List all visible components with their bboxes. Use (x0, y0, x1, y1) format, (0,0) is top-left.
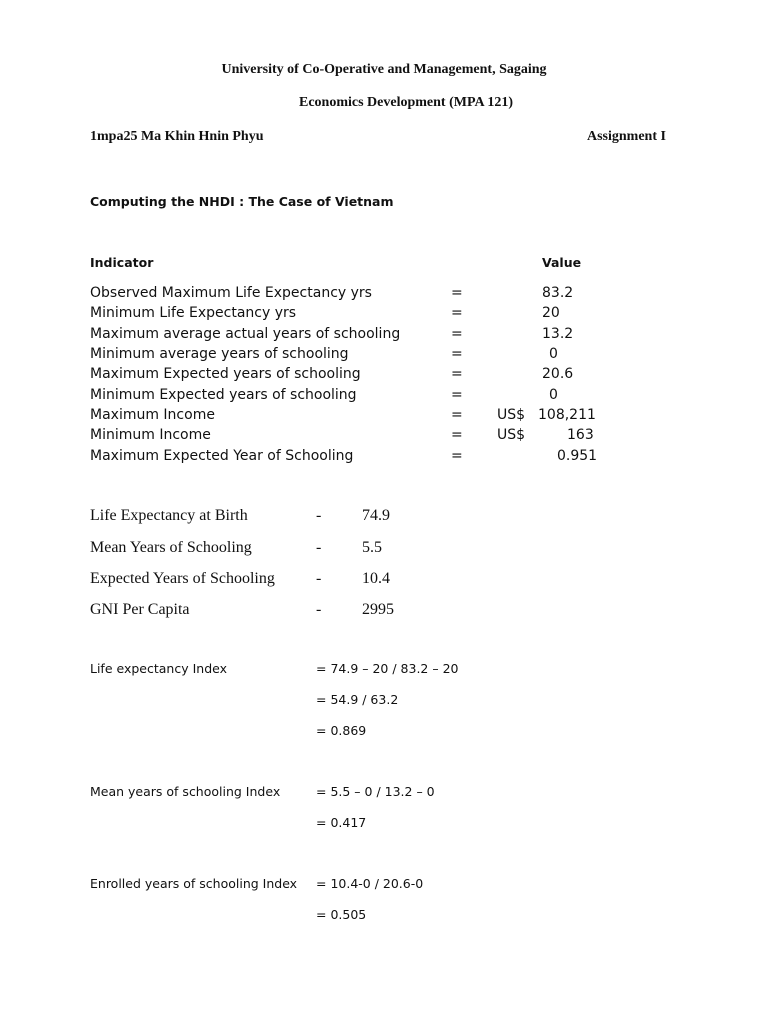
calc-line: = 5.5 – 0 / 13.2 – 0 (316, 784, 435, 799)
indicator-label: Maximum Expected years of schooling (90, 366, 361, 382)
equals-sign: = (451, 326, 463, 342)
calc-result: = 0.505 (316, 907, 367, 922)
stat-dash: - (316, 601, 322, 618)
indicator-value: 13.2 (542, 326, 574, 342)
equals-sign: = (451, 346, 463, 362)
indicator-label: Minimum Expected years of schooling (90, 387, 357, 403)
indicator-label: Maximum Expected Year of Schooling (90, 448, 354, 464)
stat-label: GNI Per Capita (90, 601, 190, 618)
indicator-label: Minimum average years of schooling (90, 346, 349, 362)
value-column-header: Value (542, 255, 582, 270)
currency-label: US$ (497, 407, 526, 423)
equals-sign: = (451, 387, 463, 403)
indicator-value: 0.951 (557, 448, 598, 464)
indicator-value: 163 (567, 427, 594, 443)
equals-sign: = (451, 448, 463, 464)
indicator-row (0, 366, 768, 386)
indicator-value: 83.2 (542, 285, 574, 301)
stat-value: 74.9 (362, 507, 390, 524)
stat-row (0, 570, 768, 594)
indicator-value: 108,211 (538, 407, 596, 423)
indicator-row (0, 387, 768, 407)
indicator-row (0, 285, 768, 305)
assignment-label: Assignment I (587, 129, 666, 144)
stat-row (0, 539, 768, 563)
indicator-value: 20 (542, 305, 560, 321)
indicator-row (0, 427, 768, 447)
indicator-row (0, 346, 768, 366)
indicator-value: 0 (549, 387, 558, 403)
indicator-column-header: Indicator (90, 255, 154, 270)
equals-sign: = (451, 427, 463, 443)
equals-sign: = (451, 407, 463, 423)
stat-label: Expected Years of Schooling (90, 570, 275, 587)
indicator-row (0, 305, 768, 325)
stat-row (0, 601, 768, 625)
stat-value: 10.4 (362, 570, 390, 587)
calc-result: = 0.417 (316, 815, 367, 830)
stat-dash: - (316, 539, 322, 556)
indicator-label: Minimum Life Expectancy yrs (90, 305, 297, 321)
stat-value: 2995 (362, 601, 394, 618)
indicator-label: Maximum average actual years of schooling (90, 326, 401, 342)
equals-sign: = (451, 285, 463, 301)
calc-result: = 0.869 (316, 723, 367, 738)
stat-value: 5.5 (362, 539, 382, 556)
enrolled-schooling-index-label: Enrolled years of schooling Index (90, 876, 298, 891)
stat-label: Mean Years of Schooling (90, 539, 252, 556)
student-name: 1mpa25 Ma Khin Hnin Phyu (90, 129, 264, 144)
indicator-label: Observed Maximum Life Expectancy yrs (90, 285, 372, 301)
course-title: Economics Development (MPA 121) (299, 95, 513, 110)
calc-line: = 54.9 / 63.2 (316, 692, 399, 707)
stat-row (0, 507, 768, 531)
calc-line: = 74.9 – 20 / 83.2 – 20 (316, 661, 459, 676)
stat-dash: - (316, 570, 322, 587)
currency-label: US$ (497, 427, 526, 443)
mean-schooling-index-label: Mean years of schooling Index (90, 784, 281, 799)
section-title: Computing the NHDI : The Case of Vietnam (90, 194, 394, 209)
indicator-value: 0 (549, 346, 558, 362)
equals-sign: = (451, 366, 463, 382)
life-expectancy-index-label: Life expectancy Index (90, 661, 228, 676)
indicator-label: Minimum Income (90, 427, 211, 443)
indicator-row (0, 448, 768, 468)
indicator-row (0, 407, 768, 427)
university-title: University of Co-Operative and Management, Sagaing (221, 62, 547, 77)
equals-sign: = (451, 305, 463, 321)
indicator-label: Maximum Income (90, 407, 215, 423)
stat-dash: - (316, 507, 322, 524)
calc-line: = 10.4-0 / 20.6-0 (316, 876, 424, 891)
indicator-value: 20.6 (542, 366, 574, 382)
stat-label: Life Expectancy at Birth (90, 507, 248, 524)
indicator-row (0, 326, 768, 346)
